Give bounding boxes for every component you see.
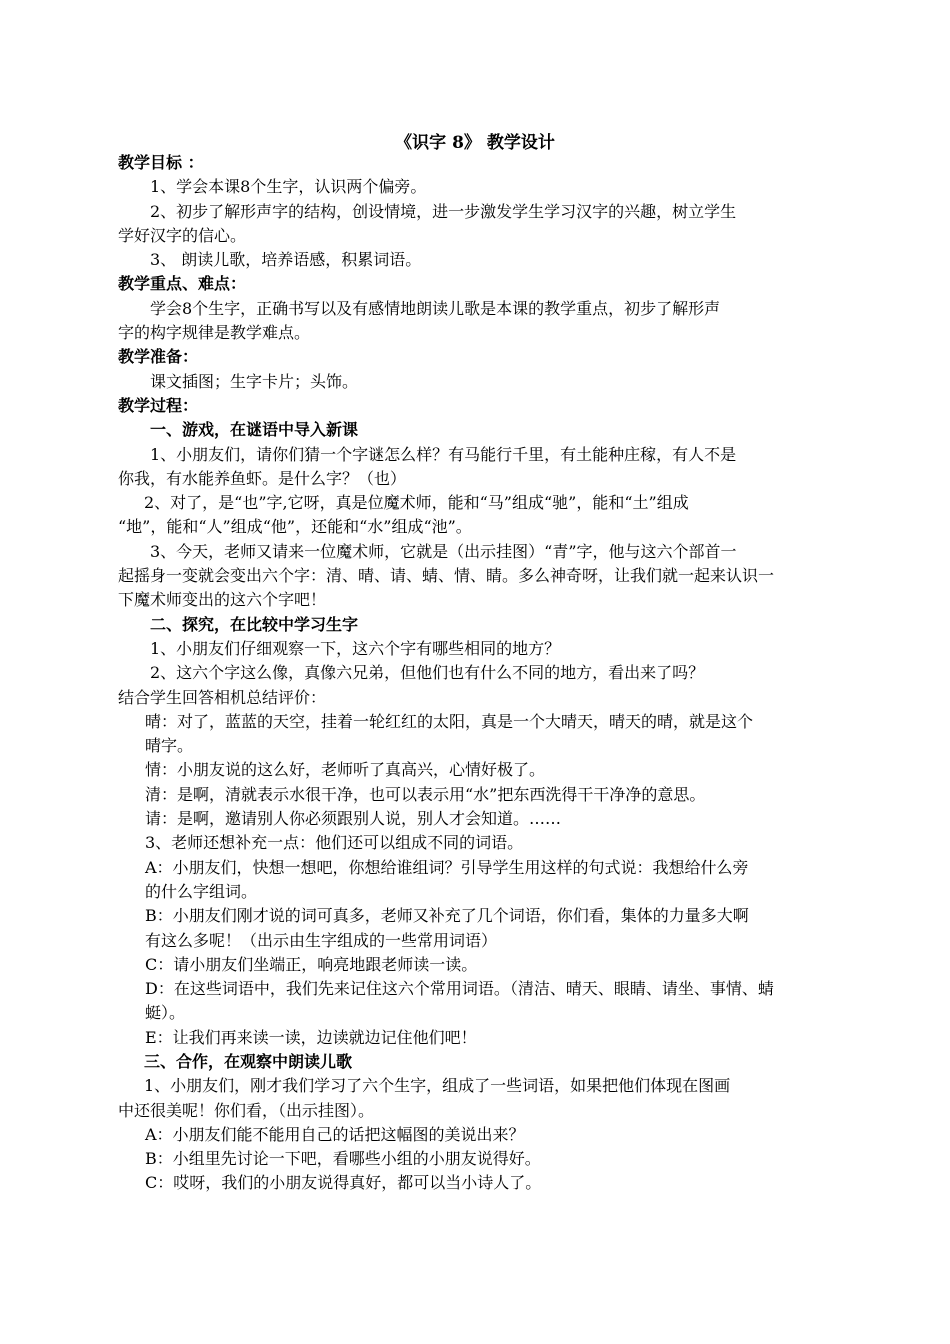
document-body: [118, 151, 838, 1196]
text-line: 中还很美呢！你们看，（出示挂图）。: [118, 1100, 375, 1120]
text-line: 三、合作，在观察中朗读儿歌: [144, 1051, 353, 1071]
text-line: 1、小朋友们，刚才我们学习了六个生字，组成了一些词语，如果把他们体现在图画: [144, 1076, 731, 1096]
text-line: 蜓）。: [145, 1003, 186, 1023]
text-line: B：小朋友们刚才说的词可真多，老师又补充了几个词语，你们看，集体的力量多大啊: [145, 906, 749, 926]
document-title: 《识字 8》 教学设计: [395, 133, 555, 153]
text-line: 教学准备：: [118, 347, 199, 367]
text-line: 1、学会本课8个生字，认识两个偏旁。: [150, 177, 427, 197]
text-line: E：让我们再来读一读，边读就边记住他们吧！: [145, 1027, 477, 1047]
text-line: “地”，能和“人”组成“他”，还能和“水”组成“池”。: [118, 517, 472, 537]
text-line: 2、对了，是“也”字,它呀，真是位魔术师，能和“马”组成“驰”，能和“土”组成: [144, 493, 689, 513]
text-line: C：哎呀，我们的小朋友说得真好，都可以当小诗人了。: [145, 1173, 542, 1193]
text-line: 结合学生回答相机总结评价：: [118, 687, 327, 707]
text-line: 二、探究，在比较中学习生字: [150, 614, 359, 634]
text-line: 的什么字组词。: [145, 881, 258, 901]
text-line: 晴：对了，蓝蓝的天空，挂着一轮红红的太阳，真是一个大晴天，晴天的晴，就是这个: [145, 711, 754, 731]
text-line: 课文插图；生字卡片；头饰。: [150, 371, 359, 391]
text-line: 3、今天，老师又请来一位魔术师，它就是（出示挂图）“青”字，他与这六个部首一: [150, 541, 737, 561]
text-line: 起摇身一变就会变出六个字：清、晴、请、蜻、情、睛。多么神奇呀，让我们就一起来认识一: [118, 566, 775, 586]
text-line: A：小朋友们，快想一想吧，你想给谁组词？引导学生用这样的句式说：我想给什么旁: [145, 857, 749, 877]
text-line: 一、游戏，在谜语中导入新课: [150, 420, 359, 440]
text-line: 下魔术师变出的这六个字吧！: [118, 590, 327, 610]
text-line: 晴字。: [145, 736, 194, 756]
text-line: A：小朋友们能不能用自己的话把这幅图的美说出来？: [145, 1124, 525, 1144]
text-line: 教学目标 ：: [118, 153, 204, 172]
text-line: 学好汉字的信心。: [118, 225, 247, 245]
text-line: 教学过程：: [118, 395, 199, 415]
text-line: 2、初步了解形声字的结构，创设情境，进一步激发学生学习汉字的兴趣，树立学生: [150, 201, 737, 221]
text-line: 请：是啊，邀请别人你必须跟别人说，别人才会知道。……: [145, 809, 562, 829]
text-line: C：请小朋友们坐端正，响亮地跟老师读一读。: [145, 954, 478, 974]
text-line: 1、小朋友们，请你们猜一个字谜怎么样？有马能行千里，有土能种庄稼，有人不是: [150, 444, 737, 464]
text-line: 字的构字规律是教学难点。: [118, 323, 311, 343]
text-line: 3、老师还想补充一点：他们还可以组成不同的词语。: [145, 833, 524, 853]
text-line: 有这么多呢！（出示由生字组成的一些常用词语）: [145, 930, 498, 950]
text-line: 学会8个生字，正确书写以及有感情地朗读儿歌是本课的教学重点，初步了解形声: [150, 298, 721, 318]
text-line: 情：小朋友说的这么好，老师听了真高兴，心情好极了。: [145, 760, 546, 780]
text-line: D：在这些词语中，我们先来记住这六个常用词语。（清洁、晴天、眼睛、请坐、事情、蜻: [145, 979, 774, 999]
text-line: 清：是啊，清就表示水很干净，也可以表示用“水”把东西洗得干干净净的意思。: [145, 784, 706, 804]
text-line: 你我，有水能养鱼虾。是什么字？（也）: [118, 468, 407, 488]
text-line: B：小组里先讨论一下吧，看哪些小组的小朋友说得好。: [145, 1149, 541, 1169]
text-line: 2、这六个字这么像，真像六兄弟，但他们也有什么不同的地方，看出来了吗？: [150, 663, 705, 683]
text-line: 3、 朗读儿歌，培养语感，积累词语。: [150, 250, 422, 270]
text-line: 1、小朋友们仔细观察一下，这六个字有哪些相同的地方？: [150, 638, 561, 658]
text-line: 教学重点、难点：: [118, 274, 247, 294]
